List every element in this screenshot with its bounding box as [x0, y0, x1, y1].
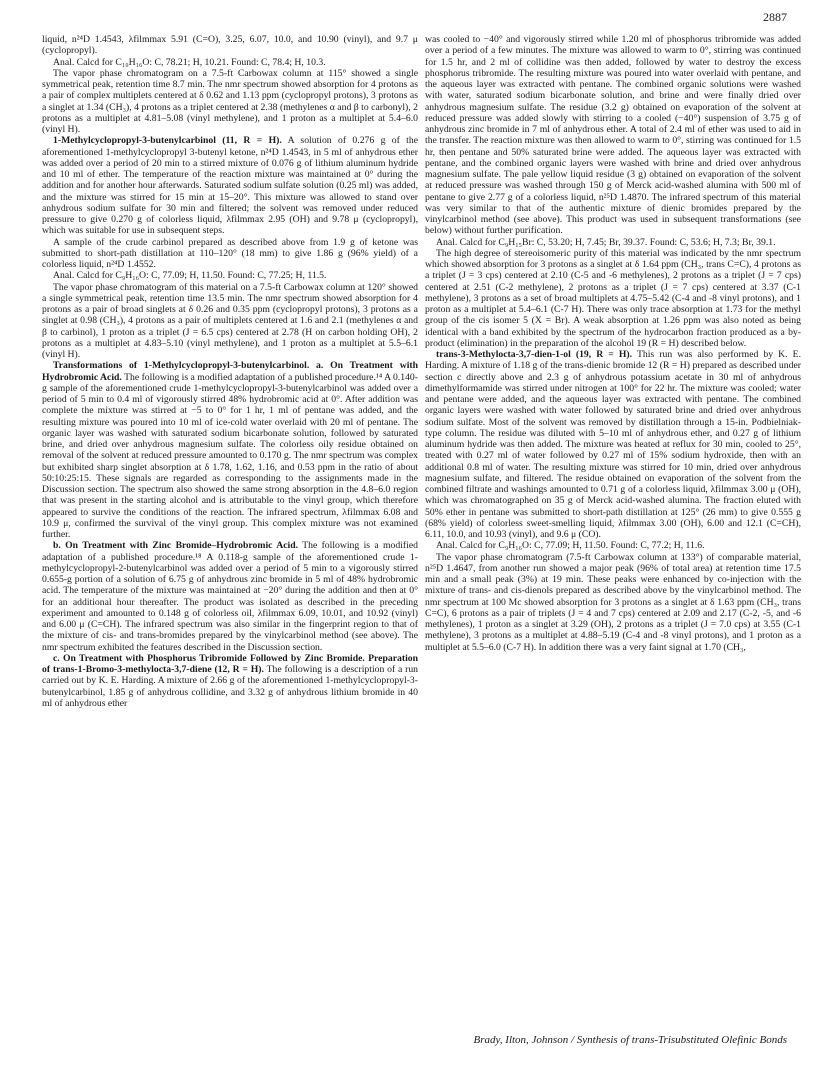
page-number: 2887	[763, 10, 787, 24]
paragraph-text: This run was also performed by K. E. Harding. A mixture of 1.18 g of the trans-dienic bromide 12 (R = H) prepared as described under section c directly above and 2.3 g of anhydrous potassium acetate in 30 ml of anhydrous dimethylformamide was stirred under nitrogen at 100° for 22 hr. The mixture was cooled; water and pentane were added, and the aqueous layer was extracted with pentane. The combined organic layers were washed with water followed by saturated brine and dried over anhydrous sodium sulfate. Most of the solvent was removed by distillation through a 15-in. Podbielniak-type column. The residue was diluted with 5–10 ml of anhydrous ether, and 0.27 g of lithium aluminum hydride was then added. The mixture was heated at reflux for 30 min, cooled to 25°, treated with 0.27 ml of water followed by 0.27 ml of 15% sodium hydroxide, then with an additional 0.8 ml of water. The resulting mixture was stirred for 10 min, dried over anhydrous magnesium sulfate, and filtered. The residue obtained on evaporation of the solvent from the combined filtrate and washings amounted to 0.71 g of a colorless liquid, λfilmmax 3.00 μ (OH), which was chromatographed on 35 g of Merck acid-washed alumina. The fraction eluted with 50% ether in pentane was submitted to short-path distillation at 125° (26 mm) to give 0.555 g (68% yield) of colorless sweet-smelling liquid, λfilmmax 3.00 (OH), 6.00 and 12.1 (C=CH), 6.11, 10.0, and 10.93 (vinyl), and 9.6 μ (CO).	[425, 349, 801, 540]
paragraph-text: The vapor phase chromatogram (7.5-ft Carbowax column at 133°) of comparable material, n²⁵D 1.4647, from another run showed a major peak (96% of total area) at retention time 17.5 min and a small peak (3%) at 19 min. These peaks were enhanced by co-injection with the mixture of trans- and cis-dienols prepared as described above by the vinylcarbinol method. The nmr spectrum at 100 Mc showed absorption for 3 protons as a singlet at δ 1.63 ppm (CH₃, trans C=C), 6 protons as a pair of triplets (J = 4 and 7 cps) centered at 2.09 and 2.17 (C-2, -5, and -6 methylenes), 1 proton as a singlet at 3.29 (OH), 2 protons as a triplet (J = 7.0 cps) at 3.55 (C-1 methylene), 3 protons as a multiplet at 4.88–5.19 (C-4 and -8 vinyl protons), and 1 proton as a multiplet at 5.5–6.0 (C-7 H). In addition there was a very faint signal at 1.70 (CH₃,	[425, 551, 801, 653]
paragraph	[425, 248, 801, 349]
paragraph-text: A solution of 0.276 g of the aforementioned 1-methylcyclopropyl 3-butenyl ketone, n²⁴D 1.4543, in 5 ml of anhydrous ether was added over a period of 20 min to a stirred mixture of 0.076 g of lithium aluminum hydride and 10 ml of ether. The temperature of the reaction mixture was maintained at 0° during the addition and for another hour afterwards. Saturated sodium sulfate solution (0.25 ml) was added, and the mixture was stirred for 15 min at 15–20°. This mixture was allowed to stand over anhydrous sodium sulfate for 30 min and filtered; the solvent was removed under reduced pressure to give 0.270 g of colorless liquid, λfilmmax 2.95 (OH) and 9.78 μ (cyclopropyl), which was suitable for use in subsequent steps.	[42, 135, 418, 237]
paragraph-text: Anal. Calcd for C₁₀H₁₆O: C, 78.21; H, 10.21. Found: C, 78.4; H, 10.3.	[53, 56, 326, 68]
paragraph	[425, 349, 801, 540]
paragraph-text: The following is a modified adaptation of a published procedure.¹⁴ A 0.140-g sample of the aforementioned crude 1-methylcyclopropyl-3-butenylcarbinol was added over a period of 5 min to 0.4 ml of vigorously stirred 48% hydrobromic acid at 0°. After addition was complete the mixture was stirred at −5 to 0° for 1 hr, 1 ml of pentane was added, and the resulting mixture was poured into 10 ml of ice-cold water overlaid with 20 ml of pentane. The organic layer was washed with saturated sodium bicarbonate solution, followed by saturated brine, and dried over anhydrous magnesium sulfate. The colorless oily residue obtained on removal of the solvent at reduced pressure amounted to 0.170 g. The nmr spectrum was complex but exhibited sharp singlet absorption at δ 1.78, 1.62, 1.16, and 0.53 ppm in the ratio of about 50:10:25:15. These signals are regarded as corresponding to the assignments made in the Discussion section. The spectrum also showed the same strong absorption in the 4.8–6.0 region that was present in the starting alcohol and is attributable to the vinyl group, which therefore appeared to survive the conditions of the reaction. The infrared spectrum, λfilmmax 6.08 and 10.9 μ, confirmed the survival of the vinyl group. This complex mixture was not examined further.	[42, 371, 418, 540]
paragraph-heading: b. On Treatment with Zinc Bromide–Hydrobromic Acid.	[53, 540, 299, 552]
paragraph-text: was cooled to −40° and vigorously stirred while 1.20 ml of phosphorus tribromide was added over a period of a few minutes. The mixture was allowed to warm to 0°, stirring was continued for 1.5 hr, and 2 ml of collidine was then added, followed by water to destroy the excess phosphorus tribromide. The resulting mixture was poured into water overlaid with pentane, and the aqueous layer was extracted with pentane. The combined organic solutions were washed with water, saturated sodium bicarbonate solution, and brine and were finally dried over anhydrous magnesium sulfate. The residue (3.2 g) obtained on evaporation of the solvent at reduced pressure was added slowly with stirring to a cooled (−40°) suspension of 3.75 g of anhydrous zinc bromide in 7 ml of anhydrous ether. A total of 2.4 ml of ether was used to aid in the transfer. The reaction mixture was then allowed to warm to 0°, stirring was continued for 1.5 hr, then pentane and 50% saturated brine were added. The aqueous layer was extracted with pentane, and the combined organic layers were washed with brine and dried over anhydrous magnesium sulfate. The pale yellow liquid residue (3 g) obtained on evaporation of the solvent at reduced pressure was washed through 150 g of Merck acid-washed alumina with 500 ml of pentane to give 2.77 g of a colorless liquid, n²⁵D 1.4870. The infrared spectrum of this material was very similar to that of the authentic mixture of dienic bromides prepared by the vinylcarbinol method (see above). This product was used in subsequent transformations (see below) without further purification.	[425, 34, 801, 237]
paragraph-text: The vapor phase chromatogram on a 7.5-ft Carbowax column at 115° showed a single symmetrical peak, retention time 8.7 min. The nmr spectrum showed absorption for 4 protons as a pair of complex multiplets centered at δ 0.62 and 1.13 ppm (cyclopropyl protons), 3 protons as a singlet at 1.34 (CH₃), 4 protons as a triplet centered at 2.38 (methylenes α and β to carbonyl), 2 protons as a multiplet at 4.81–5.08 (vinyl methylene), and 1 proton as a multiplet at 5.4–6.0 (vinyl H).	[42, 67, 418, 135]
paragraph-text: Anal. Calcd for C₉H₁₆O: C, 77.09; H, 11.50. Found: C, 77.2; H, 11.6.	[436, 540, 705, 552]
paragraph-text: The following is a modified adaptation of a published procedure.¹⁸ A 0.118-g sample of the aforementioned crude 1-methylcyclopropyl-2-butenylcarbinol was added over a period of 5 min to a vigorously stirred 0.655-g portion of a solution of 6.75 g of anhydrous zinc bromide in 5 ml of 48% hydrobromic acid. The temperature of the mixture was maintained at −20° during the addition and then at 0° for an additional hour thereafter. The product was isolated as described in the preceding experiment and amounted to 0.148 g of colorless oil, λfilmmax 6.09, 10.01, and 10.92 (vinyl) and 6.00 μ (C=CH). The infrared spectrum was also similar in the fingerprint region to that of the mixture of cis- and trans-bromides prepared by the vinylcarbinol method (see above). The nmr spectrum exhibited the features described in the Discussion section.	[42, 540, 418, 653]
paragraph-heading: trans-3-Methylocta-3,7-dien-1-ol (19, R = H).	[436, 349, 633, 360]
paragraph	[425, 540, 801, 551]
paragraph	[42, 653, 418, 709]
paragraph-heading: 1-Methylcyclopropyl-3-butenylcarbinol (11, R = H).	[53, 135, 282, 147]
paragraph-text: The high degree of stereoisomeric purity of this material was indicated by the nmr spectrum which showed absorption for 3 protons as a singlet at δ 1.64 ppm (CH₃, trans C=C), 4 protons as a triplet (J = 3 cps) centered at 2.10 (C-5 and -6 methylenes), 2 protons as a triplet (J = 7 cps) centered at 2.51 (C-2 methylene), 2 protons as a triplet (J = 7 cps) centered at 3.37 (C-1 methylene), 3 protons as a set of broad multiplets at 4.75–5.42 (C-4 and -8 vinyl protons), and 1 proton as a multiplet at 5.4–6.1 (C-7 H). There was only trace absorption at 1.73 for the methyl group of the cis isomer 5 (X = Br). A weak absorption at 1.26 ppm was also noted as being identical with a band exhibited by the spectrum of the hydrocarbon fraction produced as a by-product (elimination) in the preparation of the alcohol 19 (R = H) described below.	[425, 247, 801, 349]
paragraph	[425, 552, 801, 653]
paragraph	[42, 270, 418, 281]
paragraph-text: liquid, n²⁴D 1.4543, λfilmmax 5.91 (C=O), 3.25, 6.07, 10.0, and 10.90 (vinyl), and 9.7 μ (cyclopropyl).	[42, 34, 418, 57]
paragraph	[42, 237, 418, 271]
paragraph	[42, 34, 418, 57]
paragraph	[425, 34, 801, 237]
right-column	[425, 34, 801, 1019]
paragraph-text: Anal. Calcd for C₉H₁₅Br: C, 53.20; H, 7.45; Br, 39.37. Found: C, 53.6; H, 7.3; Br, 39.1.	[436, 236, 776, 248]
paragraph-text: A sample of the crude carbinol prepared as described above from 1.9 g of ketone was submitted to short-path distillation at 110–120° (18 mm) to give 1.86 g (96% yield) of a colorless liquid, n²⁴D 1.4552.	[42, 236, 418, 270]
paragraph	[42, 57, 418, 68]
paragraph	[42, 282, 418, 361]
paragraph	[425, 237, 801, 248]
paragraph	[42, 540, 418, 653]
paragraph-text: The vapor phase chromatogram of this material on a 7.5-ft Carbowax column at 120° showed a single symmetrical peak, retention time 13.5 min. The nmr spectrum showed absorption for 4 protons as a pair of broad singlets at δ 0.26 and 0.35 ppm (cyclopropyl protons), 3 protons as a singlet at 0.98 (CH₃), 4 protons as a pair of multiplets centered at 1.6 and 2.1 (methylenes α and β to carbinol), 1 proton as a triplet (J = 6.5 cps) centered at 2.78 (H on carbon holding OH), 2 protons as a multiplet at 4.83–5.10 (vinyl methylene), and 1 proton as a multiplet at 5.5–6.1 (vinyl H).	[42, 281, 418, 360]
paragraph-heading: Transformations of 1-Methylcyclopropyl-3-butenylcarbinol. a. On Treatment with Hydrobromic Acid.	[42, 360, 418, 383]
paragraph-text: Anal. Calcd for C₉H₁₆O: C, 77.09; H, 11.50. Found: C, 77.25; H, 11.5.	[53, 270, 327, 282]
paragraph	[42, 68, 418, 136]
paragraph	[42, 360, 418, 540]
paragraph-text: The following is a description of a run carried out by K. E. Harding. A mixture of 2.66 g of the aforementioned 1-methylcyclopropyl-3-butenylcarbinol, 1.85 g of anhydrous collidine, and 3.32 g of anhydrous lithium bromide in 40 ml of anhydrous ether	[42, 664, 418, 709]
paragraph	[42, 135, 418, 236]
paragraph-heading: c. On Treatment with Phosphorus Tribromide Followed by Zinc Bromide. Preparation of trans-1-Bromo-3-methylocta-3,7-diene (12, R = H).	[42, 652, 418, 675]
running-footer: Brady, Ilton, Johnson / Synthesis of trans-Trisubstituted Olefinic Bonds	[473, 1034, 787, 1046]
left-column	[42, 34, 418, 1019]
